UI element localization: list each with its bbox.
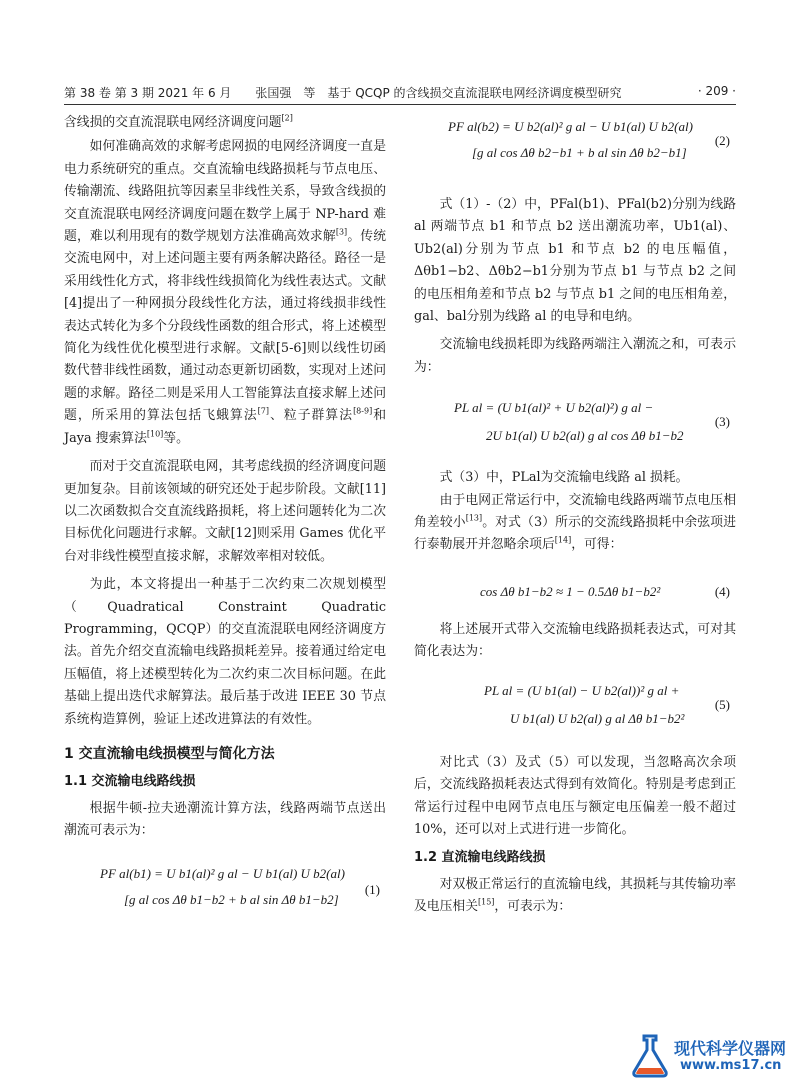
equation-4 [414, 565, 736, 613]
citation: [3] [335, 227, 348, 237]
equation-5-line-2: U b1(al) U b2(al) g al Δθ b1−b2² [510, 710, 685, 726]
subsection-heading-1-2: 1.2 直流输电线路线损 [414, 850, 546, 866]
watermark-title: 现代科学仪器网 [674, 1039, 787, 1058]
paragraph-8: 由于电网正常运行中，交流输电线路两端节点电压相角差较小[13]。对式（3）所示的交流线路损耗中余弦项进行泰勒展开并忽略余项后[14]，可得： [414, 492, 736, 553]
section-heading-1: 1 交直流输电线损模型与简化方法 [64, 745, 275, 762]
paragraph-6: 交流输电线损耗即为线路两端注入潮流之和，可表示为： [414, 337, 736, 375]
citation: [15] [477, 897, 495, 907]
equation-2 [414, 112, 736, 186]
paragraph-4: 根据牛顿-拉夫逊潮流计算方法，线路两端节点送出潮流可表示为： [64, 800, 386, 839]
equation-4-line-1: cos Δθ b1−b2 ≈ 1 − 0.5Δθ b1−b2² [480, 583, 661, 599]
citation: [10] [146, 429, 164, 439]
paragraph-2: 而对于交直流混联电网，其考虑线损的经济调度问题更加复杂。目前该领域的研究还处于起步阶段。文献[11]以二次函数拟合交直流线路损耗，将上述问题转化为二次目标优化问题进行求解。文献[12]则采用 Games 优化平台对非线性模型直接求解，求解效率相对较低。 [64, 459, 386, 564]
citation: [14] [554, 536, 572, 546]
page-header [64, 84, 736, 102]
equation-number: (3) [714, 414, 730, 430]
citation: [13] [465, 513, 483, 523]
paragraph-7: 式（3）中，PLal为交流输电线路 al 损耗。 [439, 470, 689, 486]
equation-2-line-2: [g al cos Δθ b2−b1 + b al sin Δθ b2−b1] [472, 145, 687, 160]
paragraph-3: 为此，本文将提出一种基于二次约束二次规划模型（Quadratical Constraint Quadratic Programming，QCQP）的交直流混联电网经济调度方法。首先介绍交直流输电线路损耗差异。接着通过给定电压幅值，将上述模型转化为二次约束二次目标问题。在此基础上提出迭代求解算法。最后基于改进 IEEE 30 节点系统构造算例，验证上述改进算法的有效性。 [64, 577, 386, 727]
journal-info: 第 38 卷 第 3 期 2021 年 6 月 张国强 等 基于 QCQP 的含线损交直流混联电网经济调度模型研究 [64, 86, 622, 100]
paragraph-11: 对双极正常运行的直流输电线，其损耗与其传输功率及电压相关[15]，可表示为： [414, 876, 736, 915]
equation-3-line-1: PL al = (U b1(al)² + U b2(al)²) g al − [454, 400, 654, 416]
equation-1-line-2: [g al cos Δθ b1−b2 + b al sin Δθ b1−b2] [124, 891, 339, 907]
paragraph-9: 将上述展开式带入交流输电线路损耗表达式，可对其简化表达为： [414, 621, 736, 660]
citation: [8-9] [353, 407, 373, 417]
equation-3 [414, 387, 736, 461]
equation-number: (5) [714, 696, 730, 712]
site-watermark [628, 1030, 798, 1080]
equation-2-line-1: PF al(b2) = U b2(al)² g al − U b1(al) U b2(al) [448, 119, 693, 134]
left-column [64, 112, 386, 931]
paragraph-1: 如何准确高效的求解考虑网损的电网经济调度一直是电力系统研究的重点。交直流输电线路损耗与节点电压、传输潮流、线路阻抗等因素呈非线性关系，导致含线损的交直流混联电网经济调度问题在数学上属于 NP-hard 难题，难以利用现有的数学规划方法准确高效求解[3]。传统交流电网中，对上述问题主要有两条解决路径。路径一是采用线性化方式，将非线性线损简化为线性表达式。文献[4]提出了一种网损分段线性化方法，通过将线损非线性表达式转化为多个分段线性函数的组合形式，将上述模型简化为线性优化模型进行求解。文献[5-6]则以线性切函数代替非线性函数，通过动态更新切函数，实现对上述问题的求解。路径二则是采用人工智能算法直接求解上述问题，所采用的算法包括飞蛾算法[7]、粒子群算法[8-9]和 Jaya 搜索算法[10]等。 [64, 139, 387, 446]
watermark-url: www.ms17.cn [680, 1058, 782, 1073]
header-rule [64, 104, 736, 105]
equation-5 [414, 672, 736, 746]
paragraph-0: 含线损的交直流混联电网经济调度问题[2] [64, 113, 293, 130]
equation-number: (4) [714, 583, 730, 599]
equation-5-line-1: PL al = (U b1(al) − U b2(al))² g al + [484, 682, 680, 698]
equation-number: (2) [714, 133, 730, 148]
subsection-heading-1-1: 1.1 交流输电线路线损 [64, 774, 196, 790]
equation-1-line-1: PF al(b1) = U b1(al)² g al − U b1(al) U b2(al) [100, 865, 345, 881]
paragraph-5: 式（1）-（2）中，PFal(b1)、PFal(b2)分别为线路 al 两端节点 b1 和节点 b2 送出潮流功率，Ub1(al)、Ub2(al)分别为节点 b1 和节点 b2 的电压幅值，Δθb1−b2、Δθb2−b1分别为节点 b1 与节点 b2 之间的电压相角差和节点 b2 与节点 b1 之间的电压相角差，gal、bal分别为线路 al 的电导和电纳。 [414, 197, 736, 325]
equation-3-line-2: 2U b1(al) U b2(al) g al cos Δθ b1−b2 [486, 428, 684, 444]
flask-logo-icon [628, 1032, 672, 1078]
page-number: · 209 · [697, 84, 736, 98]
equation-number: (1) [364, 881, 380, 897]
paragraph-10: 对比式（3）及式（5）可以发现，当忽略高次余项后，交流线路损耗表达式得到有效简化。特别是考虑到正常运行过程中电网节点电压与额定电压偏差一般不超过 10%，还可以对上式进行进一步简化。 [414, 754, 736, 837]
citation: [2] [281, 113, 293, 123]
equation-1 [64, 857, 386, 931]
citation: [7] [257, 407, 270, 417]
right-column [414, 112, 736, 919]
